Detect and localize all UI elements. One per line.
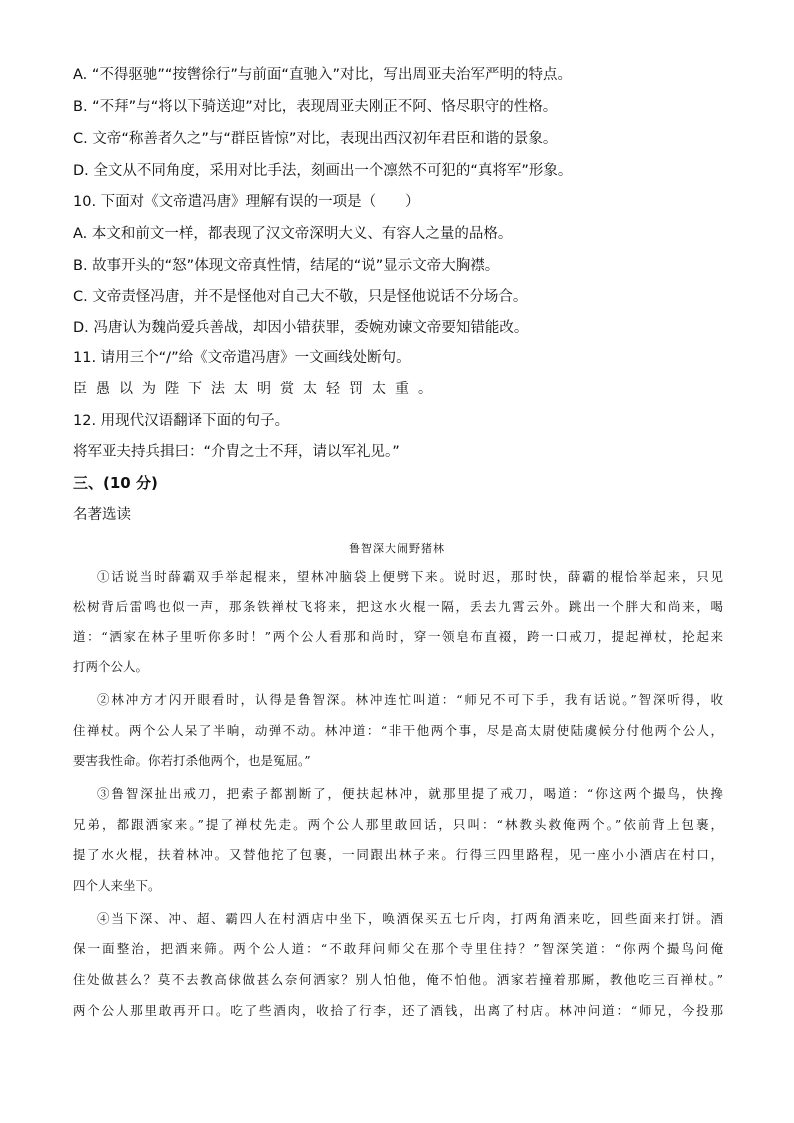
passage-line: 兄弟，都跟洒家来。”提了禅杖先走。两个公人那里敢回话，只叫：“林教头救俺两个。”依前背上包裹， bbox=[73, 817, 723, 832]
passage-line: 松树背后雷鸣也似一声，那条铁禅杖飞将来，把这水火棍一隔，丢去九霄云外。跳出一个胖大和尚来，喝 bbox=[73, 599, 723, 614]
section-3-heading: 三、(10 分) bbox=[73, 474, 158, 492]
question-10-option-b: B. 故事开头的“怒”体现文帝真性情，结尾的“说”显示文帝大胸襟。 bbox=[73, 258, 500, 274]
question-10-stem: 10. 下面对《文帝遣冯唐》理解有误的一项是（ ） bbox=[73, 194, 420, 210]
question-10-option-c: C. 文帝责怪冯唐，并不是怪他对自己大不敬，只是怪他说话不分场合。 bbox=[73, 289, 528, 305]
option-d-prev: D. 全文从不同角度，采用对比手法，刻画出一个凛然不可犯的“真将军”形象。 bbox=[73, 163, 573, 179]
question-12-sentence: 将军亚夫持兵揖曰：“介胄之士不拜，请以军礼见。” bbox=[73, 444, 400, 460]
option-c-prev: C. 文帝“称善者久之”与“群臣皆惊”对比，表现出西汉初年君臣和谐的景象。 bbox=[73, 131, 558, 147]
question-10-option-a: A. 本文和前文一样，都表现了汉文帝深明大义、有容人之量的品格。 bbox=[73, 226, 513, 242]
passage-line: ②林冲方才闪开眼看时，认得是鲁智深。林冲连忙叫道：“师兄不可下手，我有话说。”智深听得，收 bbox=[97, 692, 723, 707]
passage-line: ③鲁智深扯出戒刀，把索子都割断了，便扶起林冲，就那里提了戒刀，喝道：“你这两个撮鸟，快搀 bbox=[97, 786, 723, 801]
passage-line: 四个人来坐下。 bbox=[73, 878, 161, 893]
option-a-prev: A. “不得驱驰”“按辔徐行”与前面“直驰入”对比，写出周亚夫治军严明的特点。 bbox=[73, 67, 572, 83]
passage-line: 两个公人那里敢再开口。吃了些酒肉，收拾了行李，还了酒钱，出离了村店。林冲问道：“师兄，今投那 bbox=[73, 1003, 723, 1018]
section-3-subheading: 名著选读 bbox=[73, 507, 131, 523]
passage-line: 住禅杖。两个公人呆了半晌，动弹不动。林冲道：“非干他两个事，尽是高太尉使陆虞候分付他两个公人， bbox=[73, 723, 723, 738]
passage-line: 道：“洒家在林子里听你多时！”两个公人看那和尚时，穿一领皂布直裰，跨一口戒刀，提起禅杖，抡起来 bbox=[73, 629, 723, 644]
question-10-option-d: D. 冯唐认为魏尚爱兵善战，却因小错获罪，委婉劝谏文帝要知错能改。 bbox=[73, 320, 529, 336]
passage-line: ①话说当时薛霸双手举起棍来，望林冲脑袋上便劈下来。说时迟，那时快，薛霸的棍恰举起来，只见 bbox=[97, 569, 723, 584]
passage-line: 住处做甚么？莫不去教高俅做甚么奈何洒家？别人怕他，俺不怕他。洒家若撞着那厮，教他吃三百禅杖。” bbox=[73, 972, 723, 987]
question-11-stem: 11. 请用三个“/”给《文帝遣冯唐》一文画线处断句。 bbox=[73, 350, 411, 366]
passage-line: ④当下深、冲、超、霸四人在村酒店中坐下，唤酒保买五七斤肉，打两角酒来吃，回些面来打饼。酒 bbox=[97, 911, 723, 926]
passage-title: 鲁智深大闹野猪林 bbox=[349, 542, 445, 555]
question-12-stem: 12. 用现代汉语翻译下面的句子。 bbox=[73, 413, 290, 429]
passage-line: 打两个公人。 bbox=[73, 659, 149, 674]
option-b-prev: B. “不拜”与“将以下骑送迎”对比，表现周亚夫刚正不阿、恪尽职守的性格。 bbox=[73, 99, 558, 115]
passage-line: 保一面整治，把酒来筛。两个公人道：“不敢拜问师父在那个寺里住持？”智深笑道：“你两个撮鸟问俺 bbox=[73, 941, 723, 956]
question-11-sentence: 臣愚以为陛下法太明赏太轻罚太重。 bbox=[73, 381, 441, 397]
passage-line: 提了水火棍，扶着林冲。又替他拕了包裹，一同跟出林子来。行得三四里路程，见一座小小酒店在村口， bbox=[73, 847, 723, 862]
passage-line: 要害我性命。你若打杀他两个，也是冤屈。” bbox=[73, 753, 311, 768]
